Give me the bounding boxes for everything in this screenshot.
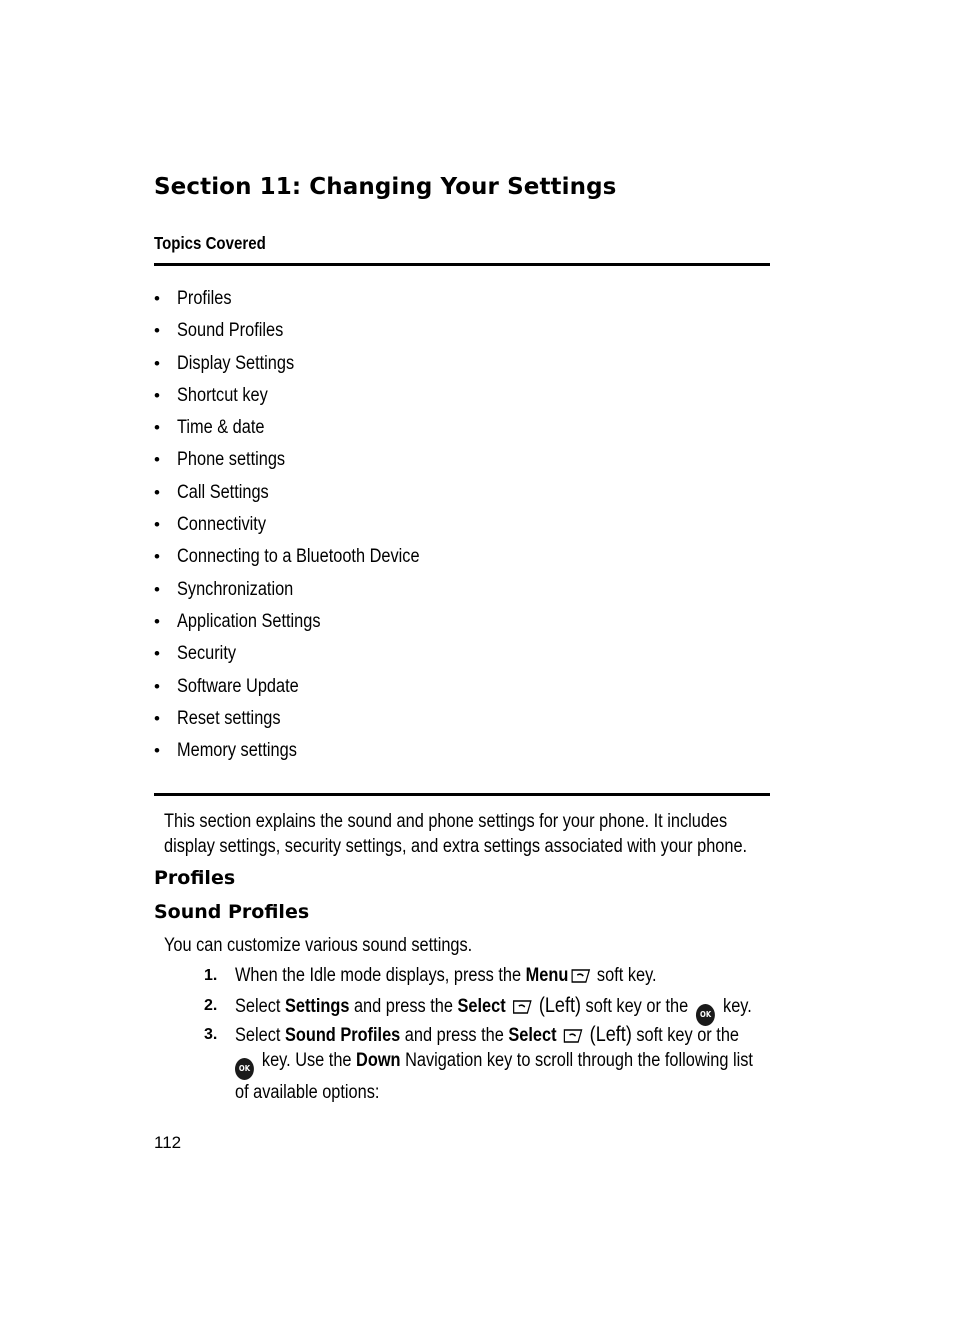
bullet: • [154,385,160,405]
sound-profiles-heading: Sound Profiles [154,901,310,923]
step-line: of available options: [235,1082,380,1103]
topic-label: Call Settings [177,481,269,503]
settings-label: Settings [284,996,350,1017]
step-text-run: and press the [400,1025,509,1046]
step-line [235,1048,753,1080]
topic-label: Memory settings [177,740,297,762]
ok-key-icon: OK [696,1004,715,1026]
topic-label: Shortcut key [177,384,268,406]
step-line [235,963,657,988]
bullet: • [154,611,160,631]
section-title: Section 11: Changing Your Settings [154,174,617,200]
select-key-label: Select [508,1025,557,1046]
menu-key-label: Menu [525,965,569,986]
bullet: • [154,579,160,599]
topic-label: Connecting to a Bluetooth Device [177,546,420,568]
bullet: • [154,289,160,308]
bullet: • [154,353,160,373]
topics-covered-heading: Topics Covered [154,233,266,253]
step-text-run: soft key. [592,965,657,986]
step-number: 3. [204,1026,218,1043]
topics-bottom-rule [154,793,770,796]
step-text-run: soft key or the [631,1025,740,1046]
step-text [235,1022,837,1105]
bullet: • [154,418,160,438]
topic-label: Connectivity [177,514,267,536]
step-text-run: Navigation key to scroll through the following list [400,1050,753,1071]
left-key-label: (Left) [589,1023,632,1046]
page-number: 112 [154,1133,182,1152]
bullet: • [154,482,160,502]
topic-label: Reset settings [177,707,281,729]
step-line [235,1022,753,1048]
topic-label: Security [177,643,237,665]
bullet: • [154,708,160,728]
bullet: • [154,644,160,664]
step-text-run: key. [718,996,752,1017]
bullet: • [154,450,160,470]
topic-label: Profiles [177,288,232,309]
left-soft-key-icon [563,1028,584,1044]
sound-profiles-label: Sound Profiles [284,1025,401,1046]
topic-label: Software Update [177,675,299,697]
select-key-label: Select [457,996,506,1017]
step-text-run: and press the [349,996,458,1017]
bullet: • [154,741,160,761]
intro-paragraph [164,809,842,859]
bullet: • [154,515,160,535]
step-text-run: soft key or the [580,996,693,1017]
topic-label: Display Settings [177,352,295,374]
sound-intro-paragraph [164,933,522,958]
left-soft-key-icon [512,999,533,1015]
step-number: 1. [204,967,218,984]
bullet: • [154,547,160,567]
step-text-run: Select [235,1025,285,1046]
topic-label: Application Settings [177,610,321,632]
topic-label: Time & date [177,417,265,439]
step-text-run: Select [235,996,285,1017]
down-key-label: Down [356,1050,401,1071]
intro-line: display settings, security settings, and extra settings associated with your phone. [164,836,748,857]
step-text [235,963,725,988]
ok-key-icon: OK [235,1058,254,1080]
sound-intro-text: You can customize various sound settings. [164,935,473,956]
topics-top-rule [154,263,770,266]
topic-label: Synchronization [177,578,294,600]
intro-line: This section explains the sound and phone settings for your phone. It includes [164,811,728,832]
bullet: • [154,676,160,696]
step-text-run: When the Idle mode displays, press the [235,965,526,986]
step-number: 2. [204,997,218,1014]
profiles-heading: Profiles [154,867,236,889]
step-text-run: key. Use the [257,1050,357,1071]
topic-label: Phone settings [177,449,286,471]
left-key-label: (Left) [538,994,581,1017]
left-soft-key-icon [570,968,591,984]
bullet: • [154,321,160,341]
topic-label: Sound Profiles [177,320,284,342]
